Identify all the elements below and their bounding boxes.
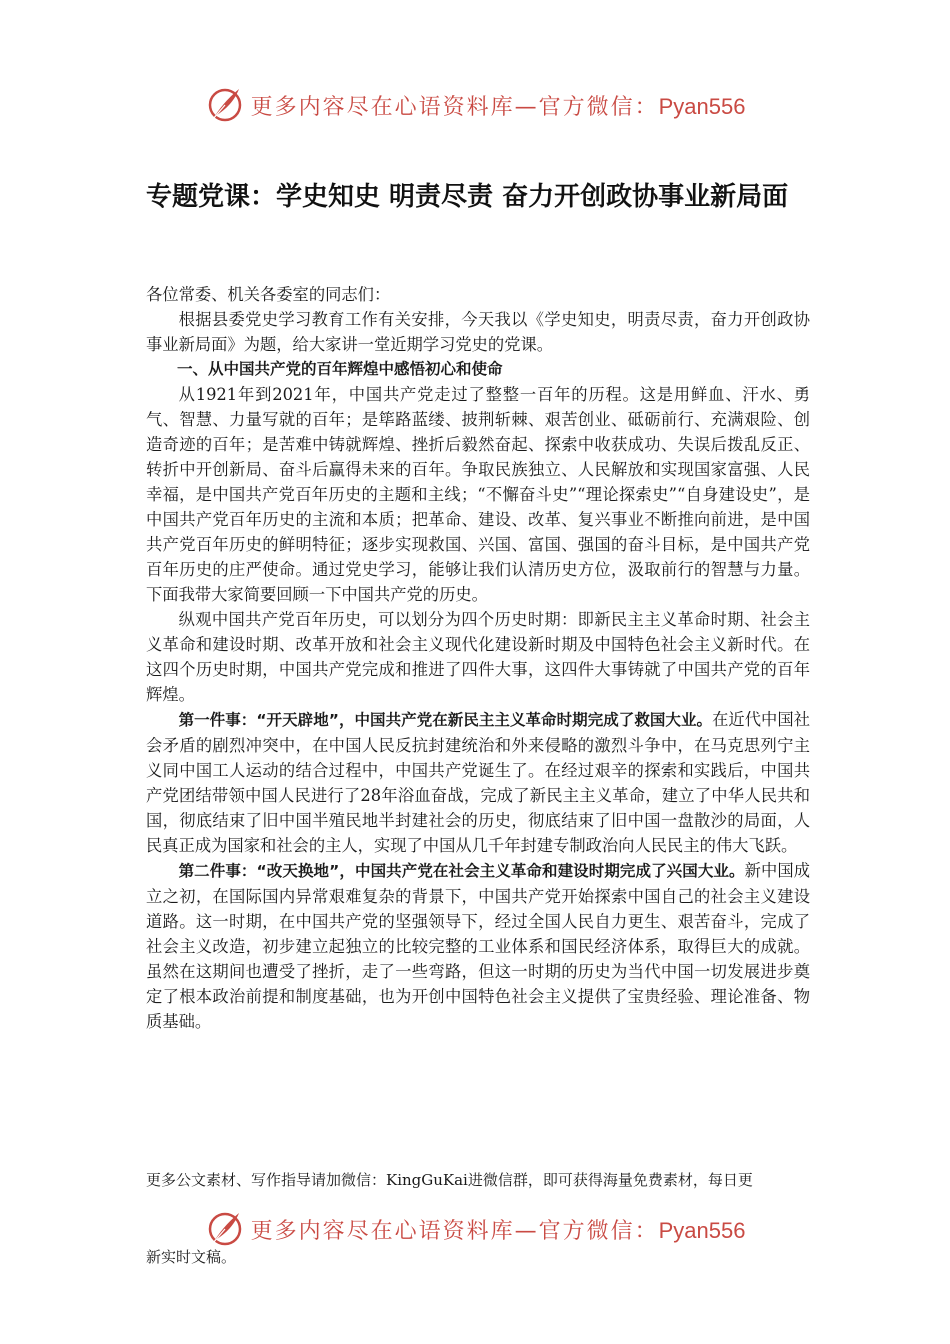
watermark-text: 更多内容尽在心语资料库—官方微信：Pyan556 bbox=[250, 1217, 746, 1244]
paragraph bbox=[146, 707, 810, 858]
footer-note-end: 新实时文稿。 bbox=[146, 1248, 237, 1266]
paragraph-lead: 第一件事：“开天辟地”，中国共产党在新民主主义革命时期完成了救国大业。 bbox=[178, 711, 713, 729]
watermark-header bbox=[0, 82, 950, 128]
document-title: 专题党课：学史知史 明责尽责 奋力开创政协事业新局面 bbox=[146, 182, 789, 212]
paragraph: 从1921年到2021年，中国共产党走过了整整一百年的历程。这是用鲜血、汗水、勇气、智慧、力量写就的百年；是筚路蓝缕、披荆斩棘、艰苦创业、砥砺前行、充满艰险、创造奇迹的百年；是苦难中铸就辉煌、挫折后毅然奋起、探索中收获成功、失误后拨乱反正、转折中开创新局、奋斗后赢得未来的百年。争取民族独立、人民解放和实现国家富强、人民幸福，是中国共产党百年历史的主题和主线；“不懈奋斗史”“理论探索史”“自身建设史”，是中国共产党百年历史的主流和本质；把革命、建设、改革、复兴事业不断推向前进，是中国共产党百年历史的鲜明特征；逐步实现救国、兴国、富国、强国的奋斗目标，是中国共产党百年历史的庄严使命。通过党史学习，能够让我们认清历史方位，汲取前行的智慧与力量。下面我带大家简要回顾一下中国共产党的历史。 bbox=[146, 385, 810, 604]
document-body bbox=[146, 282, 810, 1034]
feather-pen-logo-icon bbox=[205, 85, 245, 125]
section-heading: 一、从中国共产党的百年辉煌中感悟初心和使命 bbox=[177, 360, 503, 378]
paragraph bbox=[146, 858, 810, 1034]
watermark-text: 更多内容尽在心语资料库—官方微信：Pyan556 bbox=[250, 93, 746, 120]
feather-pen-logo-icon bbox=[205, 1209, 245, 1249]
paragraph-text: 新中国成立之初，在国际国内异常艰难复杂的背景下，中国共产党开始探索中国自己的社会主义建设道路。这一时期，在中国共产党的坚强领导下，经过全国人民自力更生、艰苦奋斗，完成了社会主义改造，初步建立起独立的比较完整的工业体系和国民经济体系，取得巨大的成就。虽然在这期间也遭受了挫折，走了一些弯路，但这一时期的历史为当代中国一切发展进步奠定了根本政治前提和制度基础，也为开创中国特色社会主义提供了宝贵经验、理论准备、物质基础。 bbox=[146, 861, 810, 1031]
paragraph-text: 在近代中国社会矛盾的剧烈冲突中，在中国人民反抗封建统治和外来侵略的激烈斗争中，在马克思列宁主义同中国工人运动的结合过程中，中国共产党诞生了。在经过艰辛的探索和实践后，中国共产党团结带领中国人民进行了28年浴血奋战，完成了新民主主义革命，建立了中华人民共和国，彻底结束了旧中国半殖民地半封建社会的历史，彻底结束了旧中国一盘散沙的局面，人民真正成为国家和社会的主人，实现了中国从几千年封建专制政治向人民民主的伟大飞跃。 bbox=[146, 710, 810, 855]
intro-paragraph: 根据县委党史学习教育工作有关安排，今天我以《学史知史，明责尽责，奋力开创政协事业新局面》为题，给大家讲一堂近期学习党史的党课。 bbox=[146, 310, 810, 354]
footer-note: 更多公文素材、写作指导请加微信：KingGuKai进微信群，即可获得海量免费素材，每日更 bbox=[146, 1171, 753, 1189]
paragraph: 纵观中国共产党百年历史，可以划分为四个历史时期：即新民主主义革命时期、社会主义革命和建设时期、改革开放和社会主义现代化建设新时期及中国特色社会主义新时代。在这四个历史时期，中国共产党完成和推进了四件大事，这四件大事铸就了中国共产党的百年辉煌。 bbox=[146, 610, 810, 704]
paragraph-lead: 第二件事：“改天换地”，中国共产党在社会主义革命和建设时期完成了兴国大业。 bbox=[178, 862, 745, 880]
watermark-footer bbox=[0, 1206, 950, 1252]
salutation: 各位常委、机关各委室的同志们： bbox=[146, 285, 391, 304]
